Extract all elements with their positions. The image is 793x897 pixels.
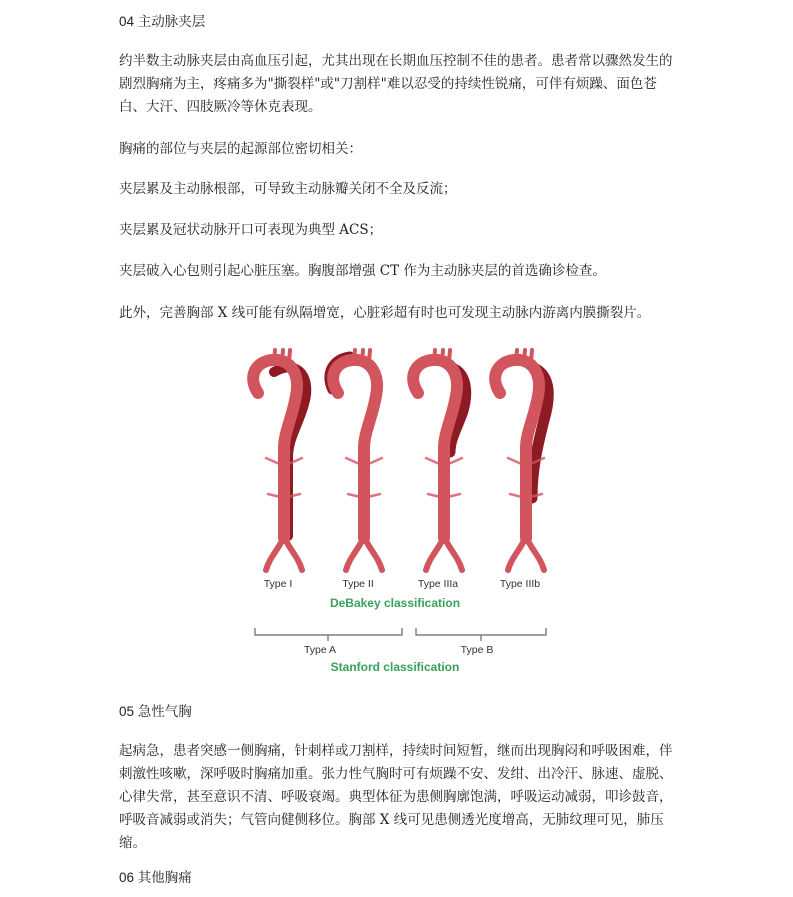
- section-04-item-xray: 此外，完善胸部 X 线可能有纵隔增宽，心脏彩超有时也可发现主动脉内游离内膜撕裂片。: [119, 305, 651, 321]
- debakey-classification-label: DeBakey classification: [329, 596, 461, 610]
- type-label-ii: Type II: [342, 578, 374, 590]
- section-04-relation: 胸痛的部位与夹层的起源部位密切相关：: [119, 141, 362, 157]
- section-04-heading: 04 主动脉夹层: [119, 14, 206, 29]
- type-label-iiib: Type IIIb: [499, 578, 541, 590]
- aorta-diagram-type-iiia: [413, 350, 466, 570]
- type-label-iiia: Type IIIa: [417, 578, 459, 590]
- stanford-brackets: [255, 628, 546, 641]
- aorta-diagram-type-ii: [329, 350, 382, 570]
- section-04-item-root: 夹层累及主动脉根部，可导致主动脉瓣关闭不全及反流；: [119, 181, 457, 197]
- stanford-classification-label: Stanford classification: [330, 660, 460, 674]
- section-05-body: 起病急，患者突感一侧胸痛，针刺样或刀割样，持续时间短暂，继而出现胸闷和呼吸困难，伴刺激性咳嗽，深呼吸时胸痛加重。张力性气胸时可有烦躁不安、发绀、出冷汗、脉速、虚脱、心律失常，甚至意识不清、呼吸衰竭。典型体征为患侧胸廓饱满，呼吸运动减弱，叩诊鼓音，呼吸音减弱或消失；气管向健侧移位。胸部 X 线可见患侧透光度增高，无肺纹理可见，肺压缩。: [119, 743, 673, 851]
- stanford-type-b-label: Type B: [460, 644, 494, 656]
- section-04-item-pericardium: 夹层破入心包则引起心脏压塞。胸腹部增强 CT 作为主动脉夹层的首选确诊检查。: [119, 263, 606, 279]
- section-06-heading: 06 其他胸痛: [119, 870, 192, 885]
- stanford-type-a-label: Type A: [303, 644, 337, 656]
- aorta-diagrams: [253, 350, 548, 570]
- type-label-i: Type I: [263, 578, 293, 590]
- debakey-type-labels: [264, 578, 541, 590]
- section-04-intro: 约半数主动脉夹层由高血压引起，尤其出现在长期血压控制不佳的患者。患者常以骤然发生的剧烈胸痛为主，疼痛多为"撕裂样"或"刀割样"难以忍受的持续性锐痛，可伴有烦躁、面色苍白、大汗、四肢厥冷等休克表现。: [119, 53, 673, 115]
- aorta-diagram-type-i: [253, 350, 306, 570]
- aortic-dissection-classification-figure: [238, 348, 568, 678]
- aorta-diagram-type-iiib: [495, 350, 548, 570]
- section-04-item-coronary: 夹层累及冠状动脉开口可表现为典型 ACS；: [119, 222, 383, 238]
- section-05-heading: 05 急性气胸: [119, 704, 192, 719]
